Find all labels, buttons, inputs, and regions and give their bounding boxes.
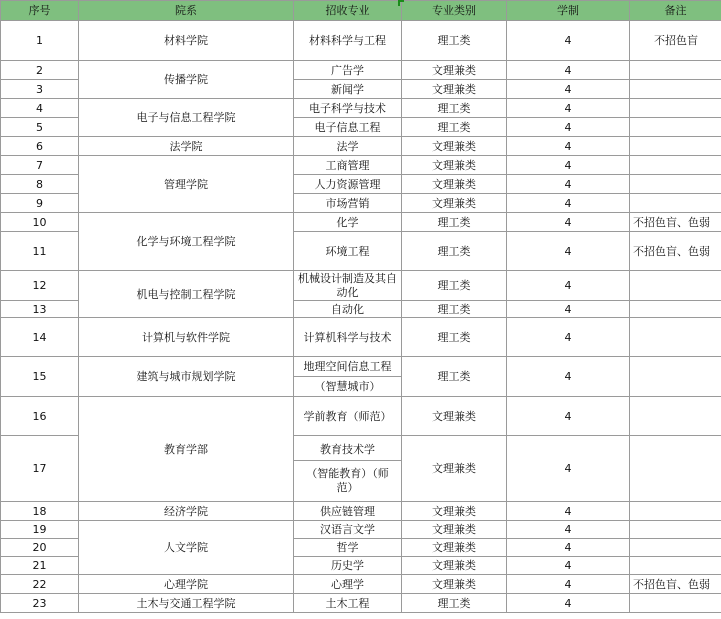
- cell-years: 4: [507, 357, 630, 397]
- cell-note: [630, 594, 721, 613]
- cell-major-line1: 教育技术学: [294, 443, 401, 461]
- cell-seq: 21: [1, 557, 79, 575]
- table-row: [1, 271, 721, 301]
- cell-years: 4: [507, 213, 630, 232]
- cell-years: 4: [507, 118, 630, 137]
- cell-seq: 16: [1, 397, 79, 436]
- cell-years: 4: [507, 61, 630, 80]
- header-type: 专业类别: [402, 1, 507, 21]
- cell-type: 理工类: [402, 118, 507, 137]
- cell-years: 4: [507, 318, 630, 357]
- cell-major: 市场营销: [294, 194, 402, 213]
- cell-type: 文理兼类: [402, 557, 507, 575]
- cell-note: [630, 118, 721, 137]
- cell-seq: 13: [1, 301, 79, 318]
- cell-type: 文理兼类: [402, 137, 507, 156]
- table-row: [1, 156, 721, 175]
- cell-seq: 18: [1, 502, 79, 521]
- cell-dept: 土木与交通工程学院: [79, 594, 294, 613]
- table-row: [1, 61, 721, 80]
- cell-seq: 22: [1, 575, 79, 594]
- cell-note: 不招色盲、色弱: [630, 213, 721, 232]
- cell-years: 4: [507, 232, 630, 271]
- cell-major: 土木工程: [294, 594, 402, 613]
- table-row: [1, 502, 721, 521]
- cell-major: 汉语言文学: [294, 521, 402, 539]
- table-row: [1, 397, 721, 436]
- cell-seq: 9: [1, 194, 79, 213]
- cell-type: 文理兼类: [402, 175, 507, 194]
- cell-years: 4: [507, 557, 630, 575]
- cell-major: 自动化: [294, 301, 402, 318]
- table-row: [1, 594, 721, 613]
- cell-seq: 20: [1, 539, 79, 557]
- cell-years: 4: [507, 575, 630, 594]
- cell-seq: 15: [1, 357, 79, 397]
- cell-type: 理工类: [402, 232, 507, 271]
- cell-type: 理工类: [402, 318, 507, 357]
- cell-major: 广告学: [294, 61, 402, 80]
- cell-note: [630, 557, 721, 575]
- cell-dept: 法学院: [79, 137, 294, 156]
- cell-years: 4: [507, 137, 630, 156]
- header-seq: 序号: [1, 1, 79, 21]
- cell-seq: 1: [1, 21, 79, 61]
- cell-type: 文理兼类: [402, 575, 507, 594]
- table-row: [1, 318, 721, 357]
- cell-major: 历史学: [294, 557, 402, 575]
- cell-type: 文理兼类: [402, 539, 507, 557]
- cell-dept: 管理学院: [79, 156, 294, 213]
- cell-seq: 7: [1, 156, 79, 175]
- cell-dept: 建筑与城市规划学院: [79, 357, 294, 397]
- cell-major: 化学: [294, 213, 402, 232]
- cell-major: 电子科学与技术: [294, 99, 402, 118]
- cell-type: 文理兼类: [402, 156, 507, 175]
- cell-marker-icon: [398, 0, 404, 6]
- cell-major: 人力资源管理: [294, 175, 402, 194]
- cell-type: 文理兼类: [402, 194, 507, 213]
- cell-years: 4: [507, 301, 630, 318]
- cell-note: [630, 80, 721, 99]
- cell-years: 4: [507, 175, 630, 194]
- cell-dept: 计算机与软件学院: [79, 318, 294, 357]
- cell-major: 电子信息工程: [294, 118, 402, 137]
- table-row: [1, 213, 721, 232]
- cell-note: 不招色盲、色弱: [630, 575, 721, 594]
- cell-dept: 教育学部: [79, 397, 294, 502]
- cell-dept: 材料学院: [79, 21, 294, 61]
- cell-years: 4: [507, 397, 630, 436]
- table-row: [1, 521, 721, 539]
- cell-major: [294, 436, 402, 502]
- cell-major: 学前教育（师范）: [294, 397, 402, 436]
- cell-type: 理工类: [402, 301, 507, 318]
- cell-dept: 电子与信息工程学院: [79, 99, 294, 137]
- cell-type: 理工类: [402, 594, 507, 613]
- cell-type: 文理兼类: [402, 80, 507, 99]
- cell-major: 哲学: [294, 539, 402, 557]
- cell-dept: 传播学院: [79, 61, 294, 99]
- cell-seq: 10: [1, 213, 79, 232]
- cell-seq: 8: [1, 175, 79, 194]
- table-row: [1, 575, 721, 594]
- cell-years: 4: [507, 194, 630, 213]
- cell-seq: 3: [1, 80, 79, 99]
- cell-note: [630, 521, 721, 539]
- cell-years: 4: [507, 594, 630, 613]
- cell-seq: 12: [1, 271, 79, 301]
- cell-note: [630, 539, 721, 557]
- cell-major: 心理学: [294, 575, 402, 594]
- cell-seq: 14: [1, 318, 79, 357]
- cell-major-line2: （智能教育）（师范）: [306, 466, 389, 494]
- cell-note: [630, 271, 721, 301]
- header-years: 学制: [507, 1, 630, 21]
- cell-note: [630, 175, 721, 194]
- cell-seq: 11: [1, 232, 79, 271]
- cell-years: 4: [507, 539, 630, 557]
- cell-years: 4: [507, 21, 630, 61]
- cell-note: [630, 194, 721, 213]
- header-major: 招收专业: [294, 1, 402, 21]
- cell-type: 理工类: [402, 99, 507, 118]
- cell-note: [630, 397, 721, 436]
- cell-type: 文理兼类: [402, 521, 507, 539]
- cell-major: 供应链管理: [294, 502, 402, 521]
- header-row: [1, 1, 721, 21]
- cell-years: 4: [507, 502, 630, 521]
- cell-dept: 经济学院: [79, 502, 294, 521]
- cell-years: 4: [507, 436, 630, 502]
- cell-note: [630, 436, 721, 502]
- cell-note: [630, 357, 721, 397]
- cell-dept: 机电与控制工程学院: [79, 271, 294, 318]
- cell-type: 理工类: [402, 357, 507, 397]
- cell-seq: 23: [1, 594, 79, 613]
- cell-years: 4: [507, 80, 630, 99]
- cell-seq: 2: [1, 61, 79, 80]
- cell-seq: 5: [1, 118, 79, 137]
- cell-note: [630, 61, 721, 80]
- cell-major: 法学: [294, 137, 402, 156]
- cell-type: 理工类: [402, 21, 507, 61]
- cell-type: 理工类: [402, 213, 507, 232]
- cell-dept: 化学与环境工程学院: [79, 213, 294, 271]
- cell-major: 材料科学与工程: [294, 21, 402, 61]
- cell-note: 不招色盲: [630, 21, 721, 61]
- cell-seq: 6: [1, 137, 79, 156]
- cell-major: [294, 357, 402, 397]
- table-row: [1, 137, 721, 156]
- cell-note: [630, 318, 721, 357]
- table-row: [1, 99, 721, 118]
- cell-type: 文理兼类: [402, 61, 507, 80]
- cell-years: 4: [507, 521, 630, 539]
- cell-note: 不招色盲、色弱: [630, 232, 721, 271]
- header-note: 备注: [630, 1, 721, 21]
- cell-note: [630, 156, 721, 175]
- cell-years: 4: [507, 99, 630, 118]
- table-row: [1, 21, 721, 61]
- cell-seq: 19: [1, 521, 79, 539]
- cell-type: 文理兼类: [402, 502, 507, 521]
- cell-major-line2: （智慧城市）: [314, 379, 381, 393]
- cell-type: 文理兼类: [402, 397, 507, 436]
- cell-note: [630, 137, 721, 156]
- cell-note: [630, 99, 721, 118]
- cell-note: [630, 301, 721, 318]
- cell-years: 4: [507, 271, 630, 301]
- cell-major-line1: 地理空间信息工程: [294, 360, 401, 377]
- cell-type: 文理兼类: [402, 436, 507, 502]
- cell-major: 新闻学: [294, 80, 402, 99]
- header-dept: 院系: [79, 1, 294, 21]
- cell-type: 理工类: [402, 271, 507, 301]
- cell-major: 计算机科学与技术: [294, 318, 402, 357]
- cell-years: 4: [507, 156, 630, 175]
- table-row: [1, 357, 721, 397]
- cell-dept: 心理学院: [79, 575, 294, 594]
- cell-major: 机械设计制造及其自动化: [294, 271, 402, 301]
- cell-dept: 人文学院: [79, 521, 294, 575]
- cell-seq: 17: [1, 436, 79, 502]
- cell-seq: 4: [1, 99, 79, 118]
- cell-note: [630, 502, 721, 521]
- cell-major: 工商管理: [294, 156, 402, 175]
- cell-major: 环境工程: [294, 232, 402, 271]
